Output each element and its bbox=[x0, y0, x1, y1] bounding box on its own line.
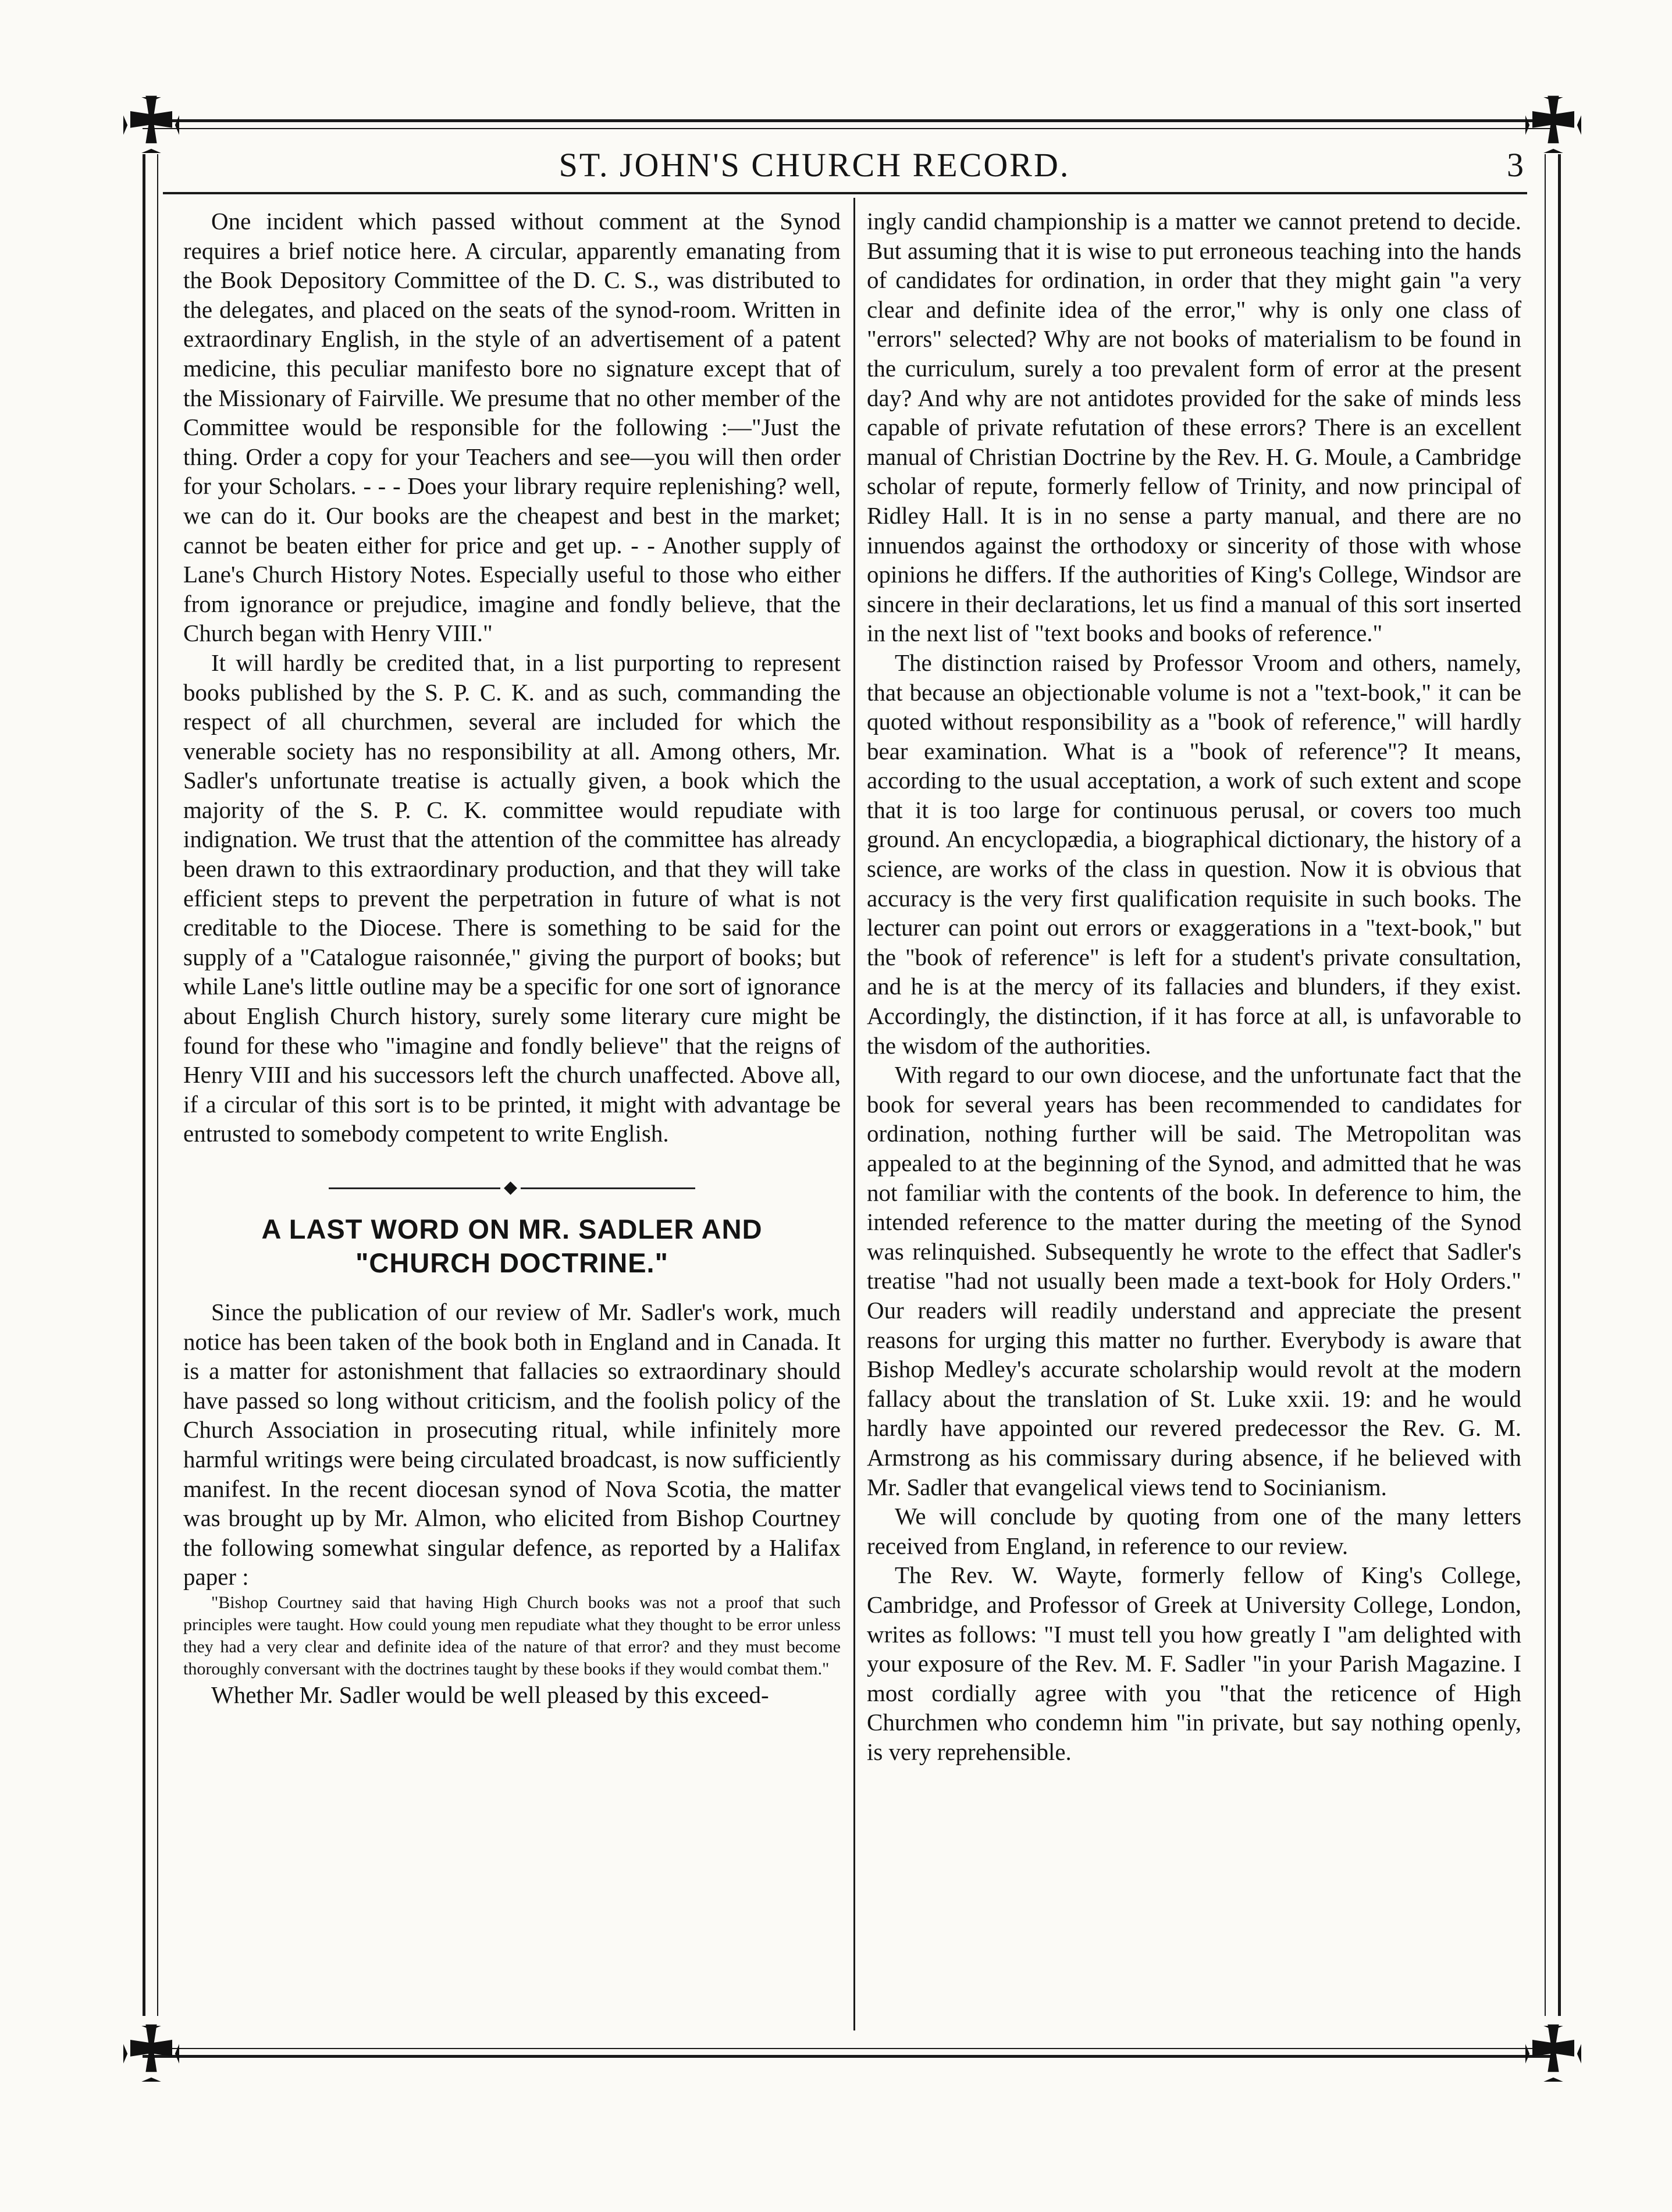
article-title bbox=[183, 1212, 841, 1280]
paragraph: Since the publication of our review of Mr. Sadler's work, much notice has been taken of the book both in England and in Canada. It is a matter for astonishment that fallacies so extraordinary should have passed so long without criticism, and the foolish policy of the Church Association in prosecuting ritual, while infinitely more harmful writings were being circulated broadcast, is now sufficiently manifest. In the recent diocesan synod of Nova Scotia, the matter was brought up by Mr. Almon, who elicited from Bishop Courtney the following somewhat singular defence, as reported by a Halifax paper : bbox=[183, 1299, 841, 1591]
paragraph: With regard to our own diocese, and the unfortunate fact that the book for several years has been recommended to candidates for ordination, nothing further will be said. The Metropolitan was appealed to at the beginning of the Synod, and admitted that he was not familiar with the contents of the book. In deference to him, the intended reference to the matter during the meeting of the Synod was relinquished. Subsequently he wrote to the effect that Sadler's treatise "had not usually been made a text-book for Holy Orders." Our readers will readily understand and appreciate the present reasons for urging this matter no further. Everybody is aware that Bishop Medley's accurate scholarship would revolt at the modern fallacy about the translation of St. Luke xxii. 19: and he would hardly have appointed our revered predecessor the Rev. G. M. Armstrong as his commissary during absence, if he believed with Mr. Sadler that evangelical views tend to Socinianism. bbox=[867, 1061, 1521, 1500]
block-quote: "Bishop Courtney said that having High Church books was not a proof that such principles were taught. How could young men repudiate what they thought to be error unless they had a very clear and definite idea of the nature of that error? and they must become thoroughly conversant with the doctrines taught by these books if they would combat them." bbox=[183, 1592, 841, 1678]
diamond-icon: ◆ bbox=[500, 1179, 521, 1196]
paragraph: It will hardly be credited that, in a list purporting to represent books published by the S. P. C. K. and as such, commanding the respect of all churchmen, several are included for which the venerable society has no responsibility at all. Among others, Mr. Sadler's unfortunate treatise is actually given, a book which the majority of the S. P. C. K. committee would repudiate with indignation. We trust that the attention of the committee has already been drawn to this extraordinary production, and that they will take efficient steps to prevent the perpetration in future of what is not creditable to the Diocese. There is something to be said for the supply of a "Catalogue raisonnée," giving the purport of books; but while Lane's little outline may be a specific for one sort of ignorance about English Church history, surely some literary cure might be found for these who "imagine and fondly believe" that the reigns of Henry VIII and his successors left the church unaffected. Above all, if a circular of this sort is to be printed, it might with advantage be entrusted to somebody competent to write English. bbox=[183, 649, 841, 1147]
header-rule bbox=[163, 192, 1527, 194]
paragraph: ingly candid championship is a matter we cannot pretend to decide. But assuming that it is wise to put erroneous teaching into the hands of candidates for ordination, in order that they might gain "a very clear and definite idea of the error," why is only one class of "errors" selected? Why are not books of materialism to be found in the curriculum, surely a too prevalent form of error at the present day? And why are not antidotes provided for the sake of minds less capable of private refutation of these errors? There is an excellent manual of Christian Doctrine by the Rev. H. G. Moule, a Cambridge scholar of repute, formerly fellow of Trinity, and now principal of Ridley Hall. It is in no sense a party manual, and there are no innuendos against the orthodoxy or sincerity of those with whose opinions he differs. If the authorities of King's College, Windsor are sincere in their declarations, let us find a manual of this sort inserted in the next list of "text books and books of reference." bbox=[867, 208, 1521, 647]
paragraph: Whether Mr. Sadler would be well pleased by this exceed- bbox=[211, 1681, 769, 1708]
corner-cross-icon bbox=[1518, 2019, 1588, 2089]
section-ornament bbox=[183, 1178, 841, 1197]
bottom-border-outer bbox=[143, 2055, 1550, 2058]
paragraph: The Rev. W. Wayte, formerly fellow of King's College, Cambridge, and Professor of Greek at University College, London, writes as follows: "I must tell you how greatly I "am delighted with your exposure of the Rev. M. F. Sadler "in your Parish Magazine. I most cordially agree with you "that the reticence of High Churchmen who condemn him "in private, but say nothing openly, is very reprehensible. bbox=[867, 1562, 1521, 1765]
left-border-outer bbox=[143, 154, 145, 2016]
right-border-outer bbox=[1558, 154, 1561, 2016]
article-title-line: A LAST WORD ON MR. SADLER AND bbox=[261, 1214, 763, 1244]
corner-cross-icon bbox=[116, 2019, 186, 2089]
paragraph: The distinction raised by Professor Vroom and others, namely, that because an objectionable volume is not a "text-book," it can be quoted without responsibility as a "book of reference," will hardly bear examination. What is a "book of reference"? It means, according to the usual acceptation, a work of such extent and scope that it is too large for continuous perusal, or covers too much ground. An encyclopædia, a biographical dictionary, the history of a science, are works of the class in question. Now it is obvious that accuracy is the very first qualification requisite in such books. The lecturer can point out errors or exaggerations in a "text-book," but the "book of reference" is left for a student's private consultation, and he is at the mercy of its fallacies and blunders, if they exist. Accordingly, the distinction, if it has force at all, is unfavorable to the wisdom of the authorities. bbox=[867, 649, 1521, 1059]
page-number: 3 bbox=[1507, 146, 1524, 184]
right-border-inner bbox=[1545, 154, 1546, 2016]
top-border-outer bbox=[143, 119, 1550, 122]
column-divider bbox=[853, 198, 855, 2030]
corner-cross-icon bbox=[1518, 90, 1588, 160]
bottom-border-inner bbox=[143, 2048, 1550, 2049]
left-border-inner bbox=[157, 154, 158, 2016]
article-title-line: "CHURCH DOCTRINE." bbox=[355, 1247, 668, 1278]
right-column bbox=[867, 207, 1521, 1766]
left-column bbox=[183, 207, 841, 1710]
paragraph: One incident which passed without comment at the Synod requires a brief notice here. A circular, apparently emanating from the Book Depository Committee of the D. C. S., was distributed to the delegates, and placed on the seats of the synod-room. Written in extraordinary English, in the style of an advertisement of a patent medicine, this peculiar manifesto bore no signature except that of the Missionary of Fairville. We presume that no other member of the Committee would be responsible for the following :—"Just the thing. Order a copy for your Teachers and see—you will then order for your Scholars. - - - Does your library require replenishing? well, we can do it. Our books are the cheapest and best in the market; cannot be beaten either for price and get up. - - Another supply of Lane's Church History Notes. Especially useful to those who either from ignorance or prejudice, imagine and fondly believe, that the Church began with Henry VIII." bbox=[183, 208, 841, 647]
page-header-title: ST. JOHN'S CHURCH RECORD. bbox=[558, 146, 1070, 184]
paragraph: We will conclude by quoting from one of the many letters received from England, in reference to our review. bbox=[867, 1503, 1521, 1559]
top-border-inner bbox=[143, 128, 1550, 129]
